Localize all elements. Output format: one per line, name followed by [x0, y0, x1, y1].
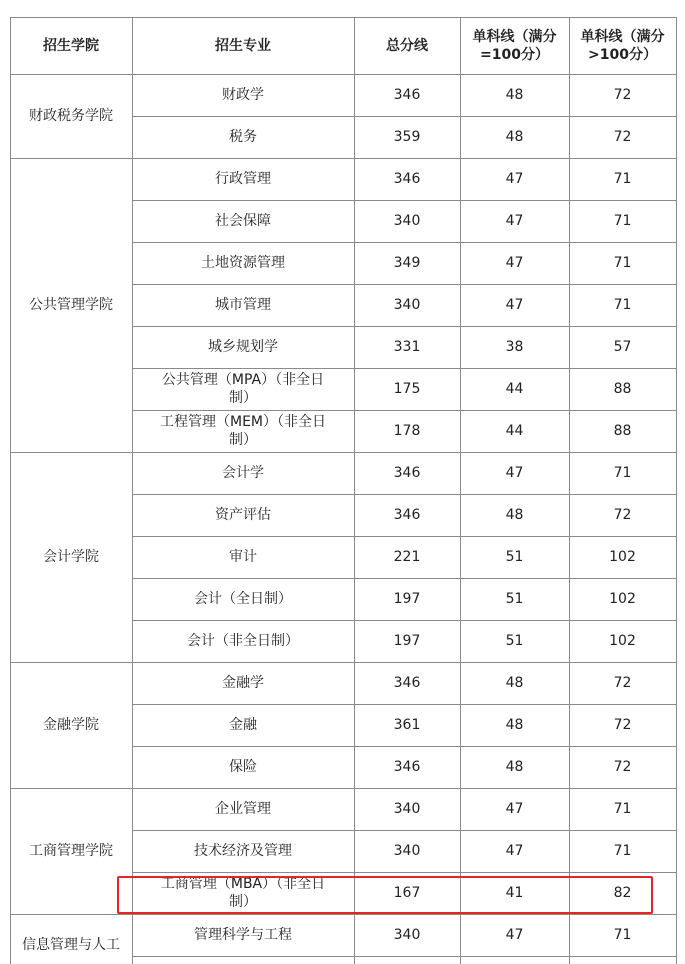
- cell-total-score: 361: [393, 717, 421, 733]
- cell-single-100: 47: [505, 465, 524, 481]
- cell-single-100: 47: [505, 801, 524, 817]
- cell-single-100: 44: [505, 381, 524, 397]
- cell-major: 会计学: [222, 465, 264, 481]
- column-divider: [354, 17, 355, 964]
- row-divider: [132, 620, 677, 621]
- row-divider: [132, 956, 677, 957]
- cell-single-100: 47: [505, 213, 524, 229]
- cell-total-score: 340: [393, 213, 421, 229]
- row-divider: [132, 536, 677, 537]
- cell-single-100: 48: [505, 507, 524, 523]
- cell-single-gt100: 71: [613, 843, 632, 859]
- cell-major: 金融: [229, 717, 257, 733]
- cell-major: 金融学: [222, 675, 264, 691]
- row-divider: [132, 368, 677, 369]
- row-divider: [132, 578, 677, 579]
- cell-single-100: 38: [505, 339, 524, 355]
- cell-major: 会计（全日制）: [194, 591, 292, 607]
- cell-single-gt100: 71: [613, 213, 632, 229]
- row-divider: [132, 116, 677, 117]
- row-divider: [132, 326, 677, 327]
- cell-major: 城市管理: [215, 297, 271, 313]
- cell-total-score: 175: [393, 381, 421, 397]
- header-single-100: 单科线（满分=100分）: [472, 28, 557, 63]
- row-divider: [132, 872, 677, 873]
- cell-single-gt100: 71: [613, 801, 632, 817]
- cell-total-score: 346: [393, 507, 421, 523]
- row-divider: [132, 242, 677, 243]
- row-divider: [132, 746, 677, 747]
- cell-single-gt100: 57: [613, 339, 632, 355]
- cell-single-gt100: 72: [613, 129, 632, 145]
- row-divider: [10, 452, 677, 453]
- cell-major: 城乡规划学: [208, 339, 278, 355]
- header-major: 招生专业: [215, 37, 271, 54]
- cell-major: 公共管理（MPA）（非全日制）: [161, 372, 325, 406]
- cell-single-100: 48: [505, 717, 524, 733]
- cell-major: 工商管理（MBA）（非全日制）: [160, 876, 326, 910]
- column-divider: [569, 17, 570, 964]
- row-divider: [132, 830, 677, 831]
- highlight-box: [117, 876, 653, 914]
- cell-major: 税务: [229, 129, 257, 145]
- header-divider: [10, 74, 677, 75]
- cell-total-score: 340: [393, 801, 421, 817]
- cell-major: 土地资源管理: [201, 255, 285, 271]
- row-divider: [132, 200, 677, 201]
- cell-major: 保险: [229, 759, 257, 775]
- cell-total-score: 197: [393, 591, 421, 607]
- cell-single-gt100: 71: [613, 297, 632, 313]
- cell-total-score: 340: [393, 843, 421, 859]
- cell-total-score: 197: [393, 633, 421, 649]
- cell-college: 金融学院: [43, 717, 99, 733]
- cell-major: 财政学: [222, 87, 264, 103]
- cell-college: 信息管理与人工: [22, 937, 120, 953]
- cell-total-score: 167: [393, 885, 421, 901]
- cell-single-100: 47: [505, 927, 524, 943]
- column-divider: [132, 17, 133, 964]
- cell-single-100: 48: [505, 87, 524, 103]
- cell-single-gt100: 102: [609, 633, 636, 649]
- cell-single-100: 47: [505, 843, 524, 859]
- cell-single-gt100: 88: [613, 423, 632, 439]
- cell-total-score: 221: [393, 549, 421, 565]
- cell-single-gt100: 72: [613, 87, 632, 103]
- cell-single-gt100: 72: [613, 507, 632, 523]
- cell-single-gt100: 72: [613, 759, 632, 775]
- cell-college: 工商管理学院: [29, 843, 113, 859]
- header-college: 招生学院: [43, 37, 99, 54]
- cell-single-100: 48: [505, 129, 524, 145]
- cell-total-score: 346: [393, 759, 421, 775]
- cell-major: 资产评估: [215, 507, 271, 523]
- row-divider: [10, 788, 677, 789]
- cell-college: 会计学院: [43, 549, 99, 565]
- cell-single-gt100: 102: [609, 591, 636, 607]
- cell-single-100: 51: [505, 549, 524, 565]
- cell-total-score: 340: [393, 297, 421, 313]
- cell-single-gt100: 71: [613, 927, 632, 943]
- cell-single-100: 48: [505, 675, 524, 691]
- row-divider: [10, 158, 677, 159]
- cell-single-100: 41: [505, 885, 524, 901]
- cell-single-gt100: 71: [613, 171, 632, 187]
- cell-total-score: 340: [393, 927, 421, 943]
- cell-single-100: 48: [505, 759, 524, 775]
- column-divider: [10, 17, 11, 964]
- cell-single-100: 47: [505, 171, 524, 187]
- cell-single-gt100: 72: [613, 675, 632, 691]
- cell-college: 公共管理学院: [29, 297, 113, 313]
- cell-total-score: 346: [393, 675, 421, 691]
- header-total-score: 总分线: [386, 37, 428, 54]
- row-divider: [10, 662, 677, 663]
- cell-single-gt100: 72: [613, 717, 632, 733]
- cell-single-100: 44: [505, 423, 524, 439]
- cell-major: 行政管理: [215, 171, 271, 187]
- header-single-gt100: 单科线（满分>100分）: [580, 28, 665, 63]
- table-border-top: [10, 17, 677, 18]
- cell-single-100: 47: [505, 255, 524, 271]
- cell-single-100: 47: [505, 297, 524, 313]
- cell-total-score: 359: [393, 129, 421, 145]
- cell-major: 会计（非全日制）: [187, 633, 299, 649]
- cell-major: 技术经济及管理: [194, 843, 292, 859]
- cell-single-gt100: 71: [613, 465, 632, 481]
- cell-single-gt100: 102: [609, 549, 636, 565]
- cell-single-gt100: 82: [613, 885, 632, 901]
- cell-single-100: 51: [505, 591, 524, 607]
- cell-major: 工程管理（MEM）（非全日制）: [159, 414, 326, 448]
- cell-total-score: 331: [393, 339, 421, 355]
- cell-major: 社会保障: [215, 213, 271, 229]
- cell-total-score: 346: [393, 171, 421, 187]
- column-divider: [460, 17, 461, 964]
- cell-total-score: 346: [393, 465, 421, 481]
- cell-major: 管理科学与工程: [194, 927, 292, 943]
- cell-single-gt100: 71: [613, 255, 632, 271]
- row-divider: [132, 704, 677, 705]
- column-divider: [676, 17, 677, 964]
- cell-total-score: 346: [393, 87, 421, 103]
- cell-single-gt100: 88: [613, 381, 632, 397]
- cell-total-score: 349: [393, 255, 421, 271]
- row-divider: [132, 284, 677, 285]
- cell-total-score: 178: [393, 423, 421, 439]
- row-divider: [10, 914, 677, 915]
- row-divider: [132, 410, 677, 411]
- cell-major: 审计: [229, 549, 257, 565]
- cell-single-100: 51: [505, 633, 524, 649]
- cell-college: 财政税务学院: [29, 108, 113, 124]
- cell-major: 企业管理: [215, 801, 271, 817]
- row-divider: [132, 494, 677, 495]
